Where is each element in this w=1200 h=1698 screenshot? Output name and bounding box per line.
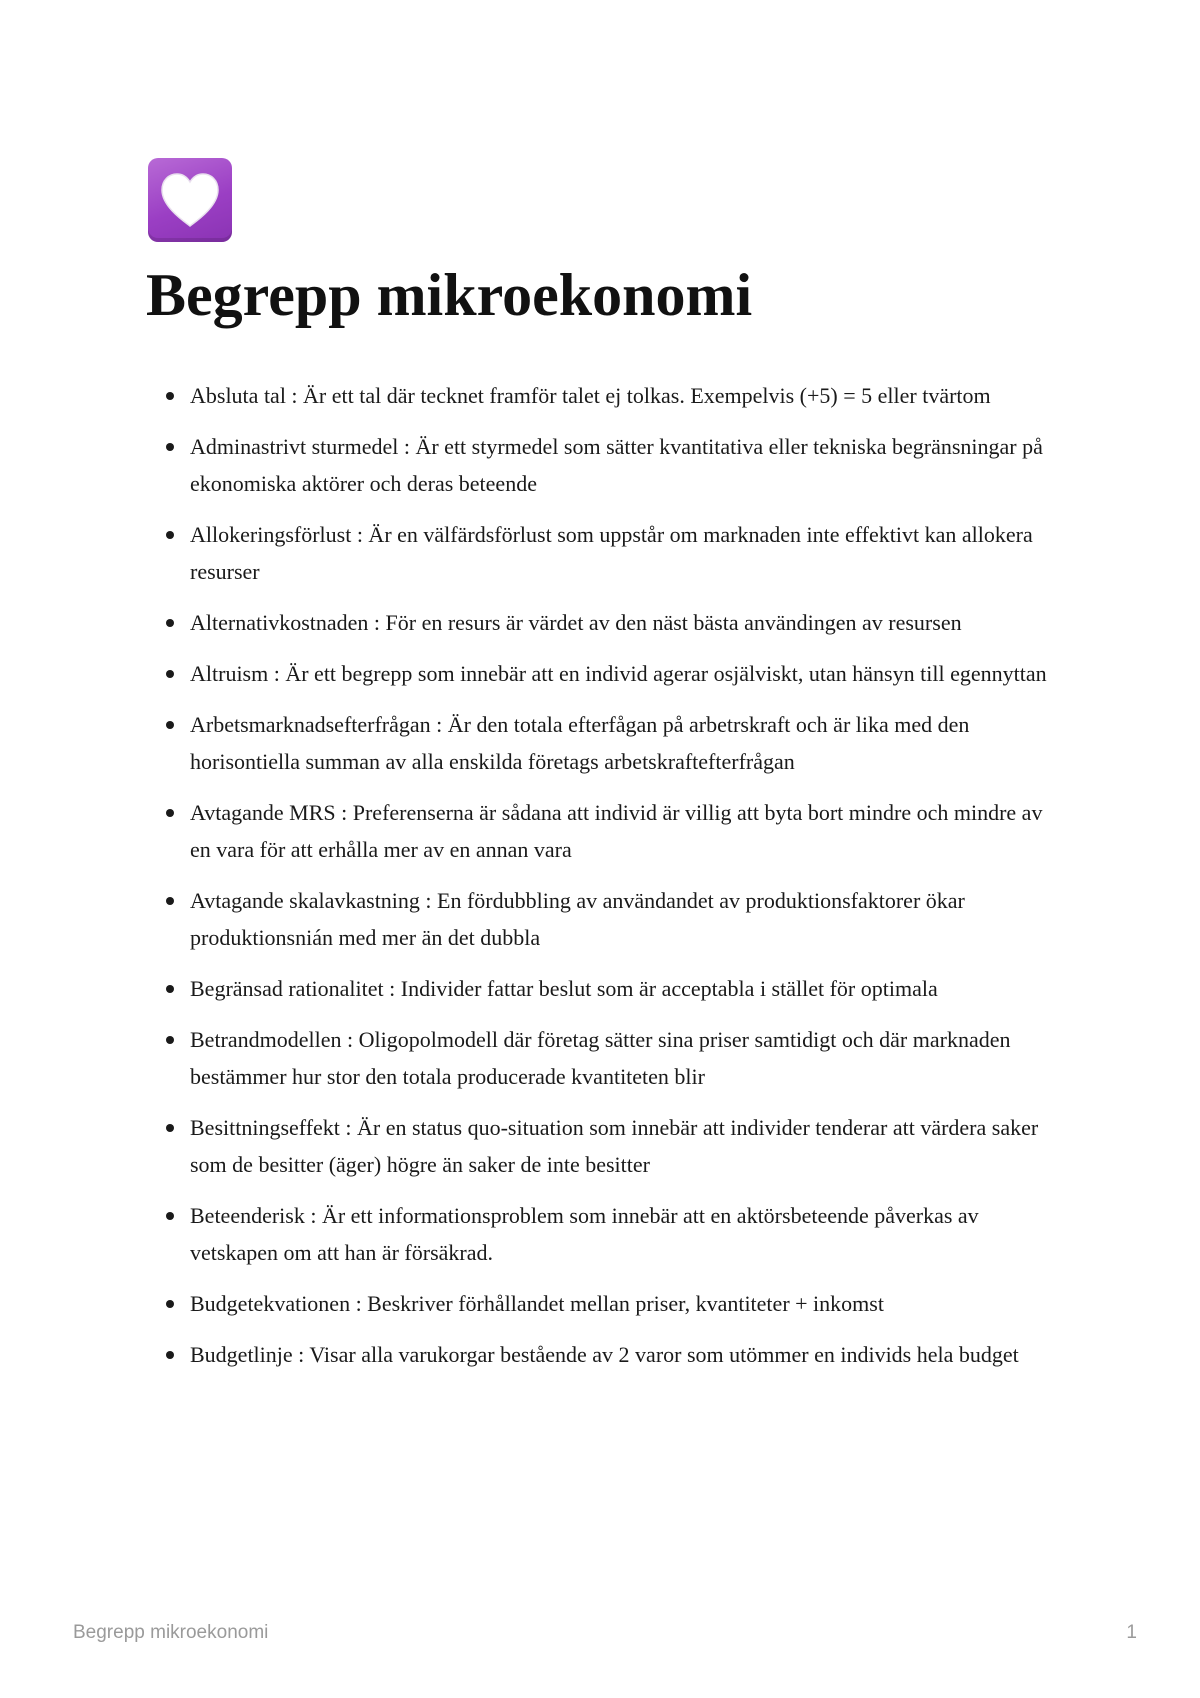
list-item: Altruism : Är ett begrepp som innebär att en individ agerar osjälviskt, utan hänsyn till egennyttan: [190, 655, 1060, 692]
footer-document-title: Begrepp mikroekonomi: [73, 1622, 269, 1643]
footer-page-number: 1: [1126, 1622, 1137, 1643]
list-item: Absluta tal : Är ett tal där tecknet framför talet ej tolkas. Exempelvis (+5) = 5 eller tvärtom: [190, 377, 1060, 414]
list-item: Alternativkostnaden : För en resurs är värdet av den näst bästa användingen av resursen: [190, 604, 1060, 641]
heart-shape: [158, 170, 222, 230]
list-item: Betrandmodellen : Oligopolmodell där företag sätter sina priser samtidigt och där marknaden bestämmer hur stor den totala producerade kvantiteten blir: [190, 1021, 1060, 1095]
list-item: Avtagande MRS : Preferenserna är sådana att individ är villig att byta bort mindre och mindre av en vara för att erhålla mer av en annan vara: [190, 794, 1060, 868]
term-list: [190, 377, 1060, 1387]
page-title: Begrepp mikroekonomi: [146, 262, 753, 328]
list-item: Beteenderisk : Är ett informationsproblem som innebär att en aktörsbeteende påverkas av vetskapen om att han är försäkrad.: [190, 1197, 1060, 1271]
list-item: Begränsad rationalitet : Individer fattar beslut som är acceptabla i stället för optimala: [190, 970, 1060, 1007]
list-item: Adminastrivt sturmedel : Är ett styrmedel som sätter kvantitativa eller tekniska begränsningar på ekonomiska aktörer och deras beteende: [190, 428, 1060, 502]
list-item: Besittningseffekt : Är en status quo-situation som innebär att individer tenderar att värdera saker som de besitter (äger) högre än saker de inte besitter: [190, 1109, 1060, 1183]
list-item: Avtagande skalavkastning : En fördubbling av användandet av produktionsfaktorer ökar produktionsnián med mer än det dubbla: [190, 882, 1060, 956]
list-item: Budgetekvationen : Beskriver förhållandet mellan priser, kvantiteter + inkomst: [190, 1285, 1060, 1322]
list-item: Allokeringsförlust : Är en välfärdsförlust som uppstår om marknaden inte effektivt kan allokera resurser: [190, 516, 1060, 590]
white-heart-icon: [148, 158, 232, 242]
list-item: Arbetsmarknadsefterfrågan : Är den totala efterfågan på arbetrskraft och är lika med den horisontiella summan av alla enskilda företags arbetskraftefterfrågan: [190, 706, 1060, 780]
list-item: Budgetlinje : Visar alla varukorgar bestående av 2 varor som utömmer en individs hela budget: [190, 1336, 1060, 1373]
